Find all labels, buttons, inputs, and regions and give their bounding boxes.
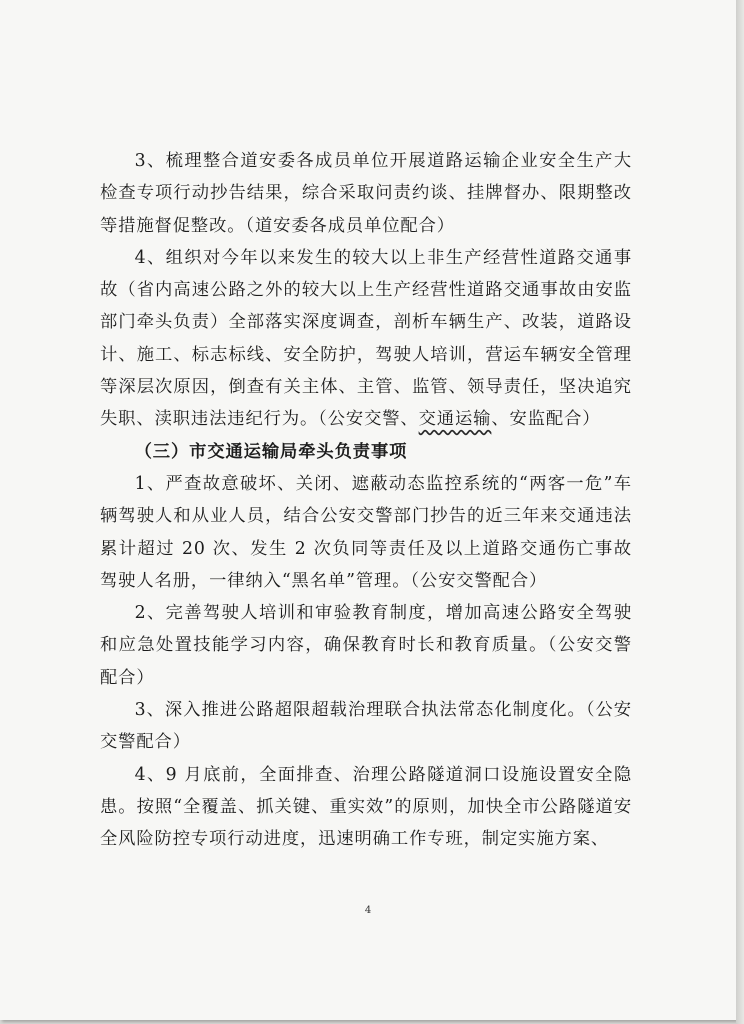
scan-edge bbox=[736, 0, 744, 1024]
section-heading: （三）市交通运输局牵头负责事项 bbox=[134, 441, 408, 462]
document-body bbox=[100, 145, 632, 856]
paragraph-item-3b: 3、深入推进公路超限超载治理联合执法常态化制度化。（公安交警配合） bbox=[100, 700, 632, 753]
paragraph-item-4 bbox=[100, 242, 632, 436]
paragraph-item-3: 3、梳理整合道安委各成员单位开展道路运输企业安全生产大检查专项行动抄告结果，综合采取问责约谈、挂牌督办、限期整改等措施督促整改。（道安委各成员单位配合） bbox=[100, 151, 632, 236]
paragraph-item-4b: 4、9 月底前，全面排查、治理公路隧道洞口设施设置安全隐患。按照“全覆盖、抓关键、重实效”的原则，加快全市公路隧道安全风险防控专项行动进度，迅速明确工作专班，制定实施方案、 bbox=[100, 764, 632, 850]
paragraph-item-1: 1、严查故意破坏、关闭、遮蔽动态监控系统的“两客一危”车辆驾驶人和从业人员，结合公安交警部门抄告的近三年来交通违法累计超过 20 次、发生 2 次负同等责任及以上道路交通伤亡事故驾驶人名册，一律纳入“黑名单”管理。（公安交警配合） bbox=[100, 473, 632, 591]
paragraph-item-2: 2、完善驾驶人培训和审验教育制度，增加高速公路安全驾驶和应急处置技能学习内容，确保教育时长和教育质量。（公安交警配合） bbox=[100, 603, 632, 688]
page-number: 4 bbox=[364, 905, 372, 916]
handwritten-underline: 交通运输 bbox=[418, 409, 492, 430]
paragraph-text-tail: 、安监配合） bbox=[491, 409, 601, 430]
paragraph-text: 4、组织对今年以来发生的较大以上非生产经营性道路交通事故（省内高速公路之外的较大以上生产经营性道路交通事故由安监部门牵头负责）全部落实深度调查，剖析车辆生产、改装，道路设计、施工、标志标线、安全防护，驾驶人培训，营运车辆安全管理等深层次原因，倒查有关主体、主管、监管、领导责任，坚决追究失职、渎职违法违纪行为。（公安交警、 bbox=[100, 247, 632, 430]
